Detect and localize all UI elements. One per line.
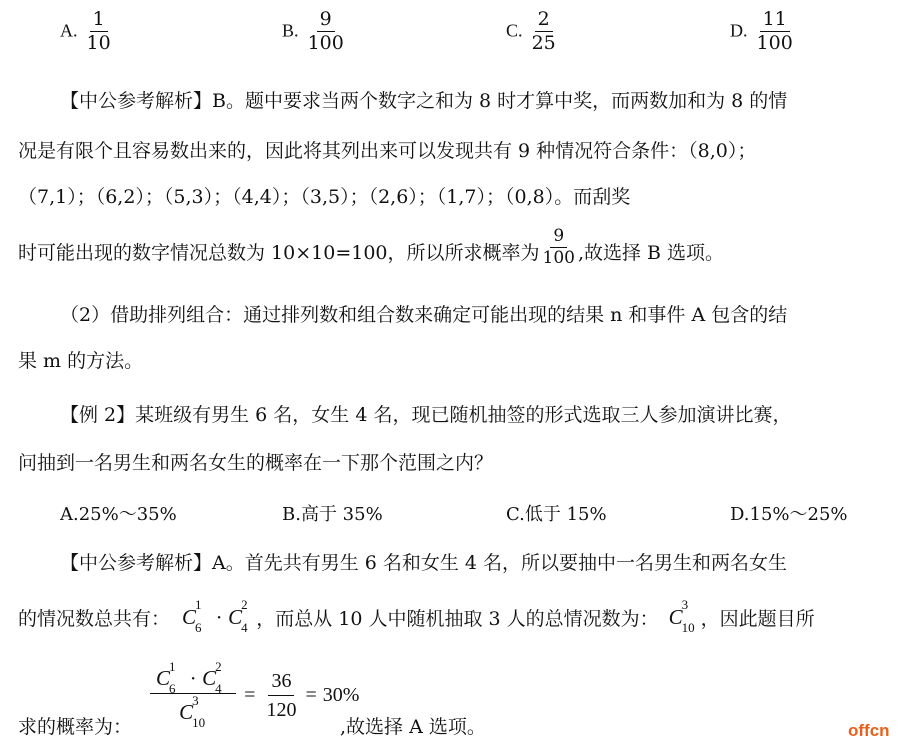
fraction-denominator: 25 bbox=[531, 32, 556, 54]
c-letter: C bbox=[228, 605, 243, 629]
combination-c10-3 bbox=[668, 597, 695, 635]
q1-option-a bbox=[60, 10, 114, 53]
fraction-numerator: 1 bbox=[90, 10, 108, 32]
analysis1-line3: （7,1）；（6,2）；（5,3）；（4,4）；（3,5）；（2,6）；（1,7）；（0,8）。而刮奖 bbox=[18, 186, 631, 208]
c-sub: 10 bbox=[192, 715, 206, 730]
example2-line1: 【例 2】某班级有男生 6 名，女生 4 名，现已随机抽签的形式选取三人参加演讲比赛， bbox=[60, 404, 792, 426]
fraction bbox=[754, 10, 796, 53]
fraction-numerator: 9 bbox=[550, 228, 567, 248]
c-letter: C bbox=[156, 666, 171, 690]
example2-line2: 问抽到一名男生和两名女生的概率在一下那个范围之内？ bbox=[18, 452, 494, 474]
analysis2-line2-text: 的情况数总共有： bbox=[18, 608, 171, 630]
q2-option-c: C.低于 15% bbox=[506, 504, 607, 525]
fraction-numerator: 36 bbox=[268, 671, 294, 696]
fraction bbox=[84, 10, 114, 53]
c-sup: 3 bbox=[681, 597, 689, 612]
c-sup: 3 bbox=[192, 693, 199, 708]
analysis2-line2 bbox=[18, 597, 815, 635]
combination-c10-3 bbox=[179, 693, 207, 730]
fraction-numerator bbox=[150, 659, 236, 696]
dot-operator: · bbox=[216, 607, 223, 629]
equals-sign: = bbox=[244, 684, 256, 706]
q2-option-a: A.25%～35% bbox=[60, 504, 177, 525]
combination-c6-1 bbox=[182, 597, 210, 635]
c-sup: 1 bbox=[169, 659, 176, 674]
probability-fraction bbox=[540, 228, 578, 267]
option-label: A. bbox=[60, 20, 78, 41]
combination-c4-2 bbox=[228, 597, 256, 635]
equals-sign: = bbox=[305, 684, 317, 706]
fraction-denominator: 100 bbox=[756, 32, 793, 54]
analysis1-line1: 【中公参考解析】B。题中要求当两个数字之和为 8 时才算中奖，而两数加和为 8 的情 bbox=[60, 90, 788, 112]
analysis2-line3-tail: ,故选择 A 选项。 bbox=[340, 716, 486, 738]
value-fraction bbox=[263, 671, 299, 720]
q1-option-c bbox=[506, 10, 559, 53]
analysis1-line4-text: 时可能出现的数字情况总数为 10×10=100，所以所求概率为 bbox=[18, 242, 540, 264]
analysis2-line2-mid: ，而总从 10 人中随机抽取 3 人的总情况数为： bbox=[256, 608, 659, 630]
c-letter: C bbox=[182, 605, 197, 629]
q2-option-d: D.15%～25% bbox=[730, 504, 848, 525]
analysis1-line2: 况是有限个且容易数出来的，因此将其列出来可以发现共有 9 种情况符合条件：（8,0）； bbox=[18, 140, 757, 162]
c-letter: C bbox=[202, 666, 217, 690]
c-sub: 6 bbox=[169, 681, 176, 696]
q1-option-b bbox=[282, 10, 347, 53]
combination-c4-2 bbox=[202, 659, 230, 696]
fraction-denominator bbox=[176, 693, 210, 730]
section2-line1: （2）借助排列组合：通过排列数和组合数来确定可能出现的结果 n 和事件 A 包含的结 bbox=[60, 304, 788, 326]
c-sub: 4 bbox=[241, 620, 248, 635]
analysis2-line2-tail: ，因此题目所 bbox=[700, 608, 815, 630]
fraction-numerator: 11 bbox=[760, 10, 790, 32]
fraction-denominator: 120 bbox=[266, 699, 297, 721]
c-sub: 6 bbox=[195, 620, 202, 635]
c-sub: 4 bbox=[215, 681, 222, 696]
combination-c6-1 bbox=[156, 659, 184, 696]
fraction-denominator: 10 bbox=[86, 32, 111, 54]
analysis1-line4 bbox=[18, 228, 724, 267]
c-sup: 2 bbox=[241, 597, 248, 612]
probability-formula bbox=[150, 659, 360, 730]
c-sub: 10 bbox=[681, 620, 695, 635]
analysis2-line3-label: 求的概率为： bbox=[18, 716, 133, 738]
fraction-numerator: 2 bbox=[535, 10, 553, 32]
analysis2-line1: 【中公参考解析】A。首先共有男生 6 名和女生 4 名，所以要抽中一名男生和两名女生 bbox=[60, 552, 788, 574]
offcn-watermark: offcn bbox=[848, 721, 890, 740]
c-letter: C bbox=[179, 700, 194, 724]
c-sup: 2 bbox=[215, 659, 222, 674]
dot-operator: · bbox=[190, 668, 197, 690]
combination-product bbox=[182, 597, 256, 635]
q2-option-b: B.高于 35% bbox=[282, 504, 383, 525]
c-letter: C bbox=[668, 605, 683, 629]
fraction bbox=[305, 10, 347, 53]
fraction-denominator: 100 bbox=[542, 248, 575, 268]
fraction bbox=[529, 10, 559, 53]
option-label: B. bbox=[282, 20, 299, 41]
q1-option-d bbox=[730, 10, 796, 53]
fraction-numerator: 9 bbox=[317, 10, 335, 32]
fraction-denominator: 100 bbox=[307, 32, 344, 54]
option-label: D. bbox=[730, 20, 748, 41]
c-sup: 1 bbox=[195, 597, 202, 612]
section2-line2: 果 m 的方法。 bbox=[18, 350, 144, 372]
result-percent: 30% bbox=[322, 684, 360, 706]
analysis1-line4-tail: ,故选择 B 选项。 bbox=[577, 242, 725, 264]
formula-fraction bbox=[150, 659, 236, 730]
option-label: C. bbox=[506, 20, 523, 41]
